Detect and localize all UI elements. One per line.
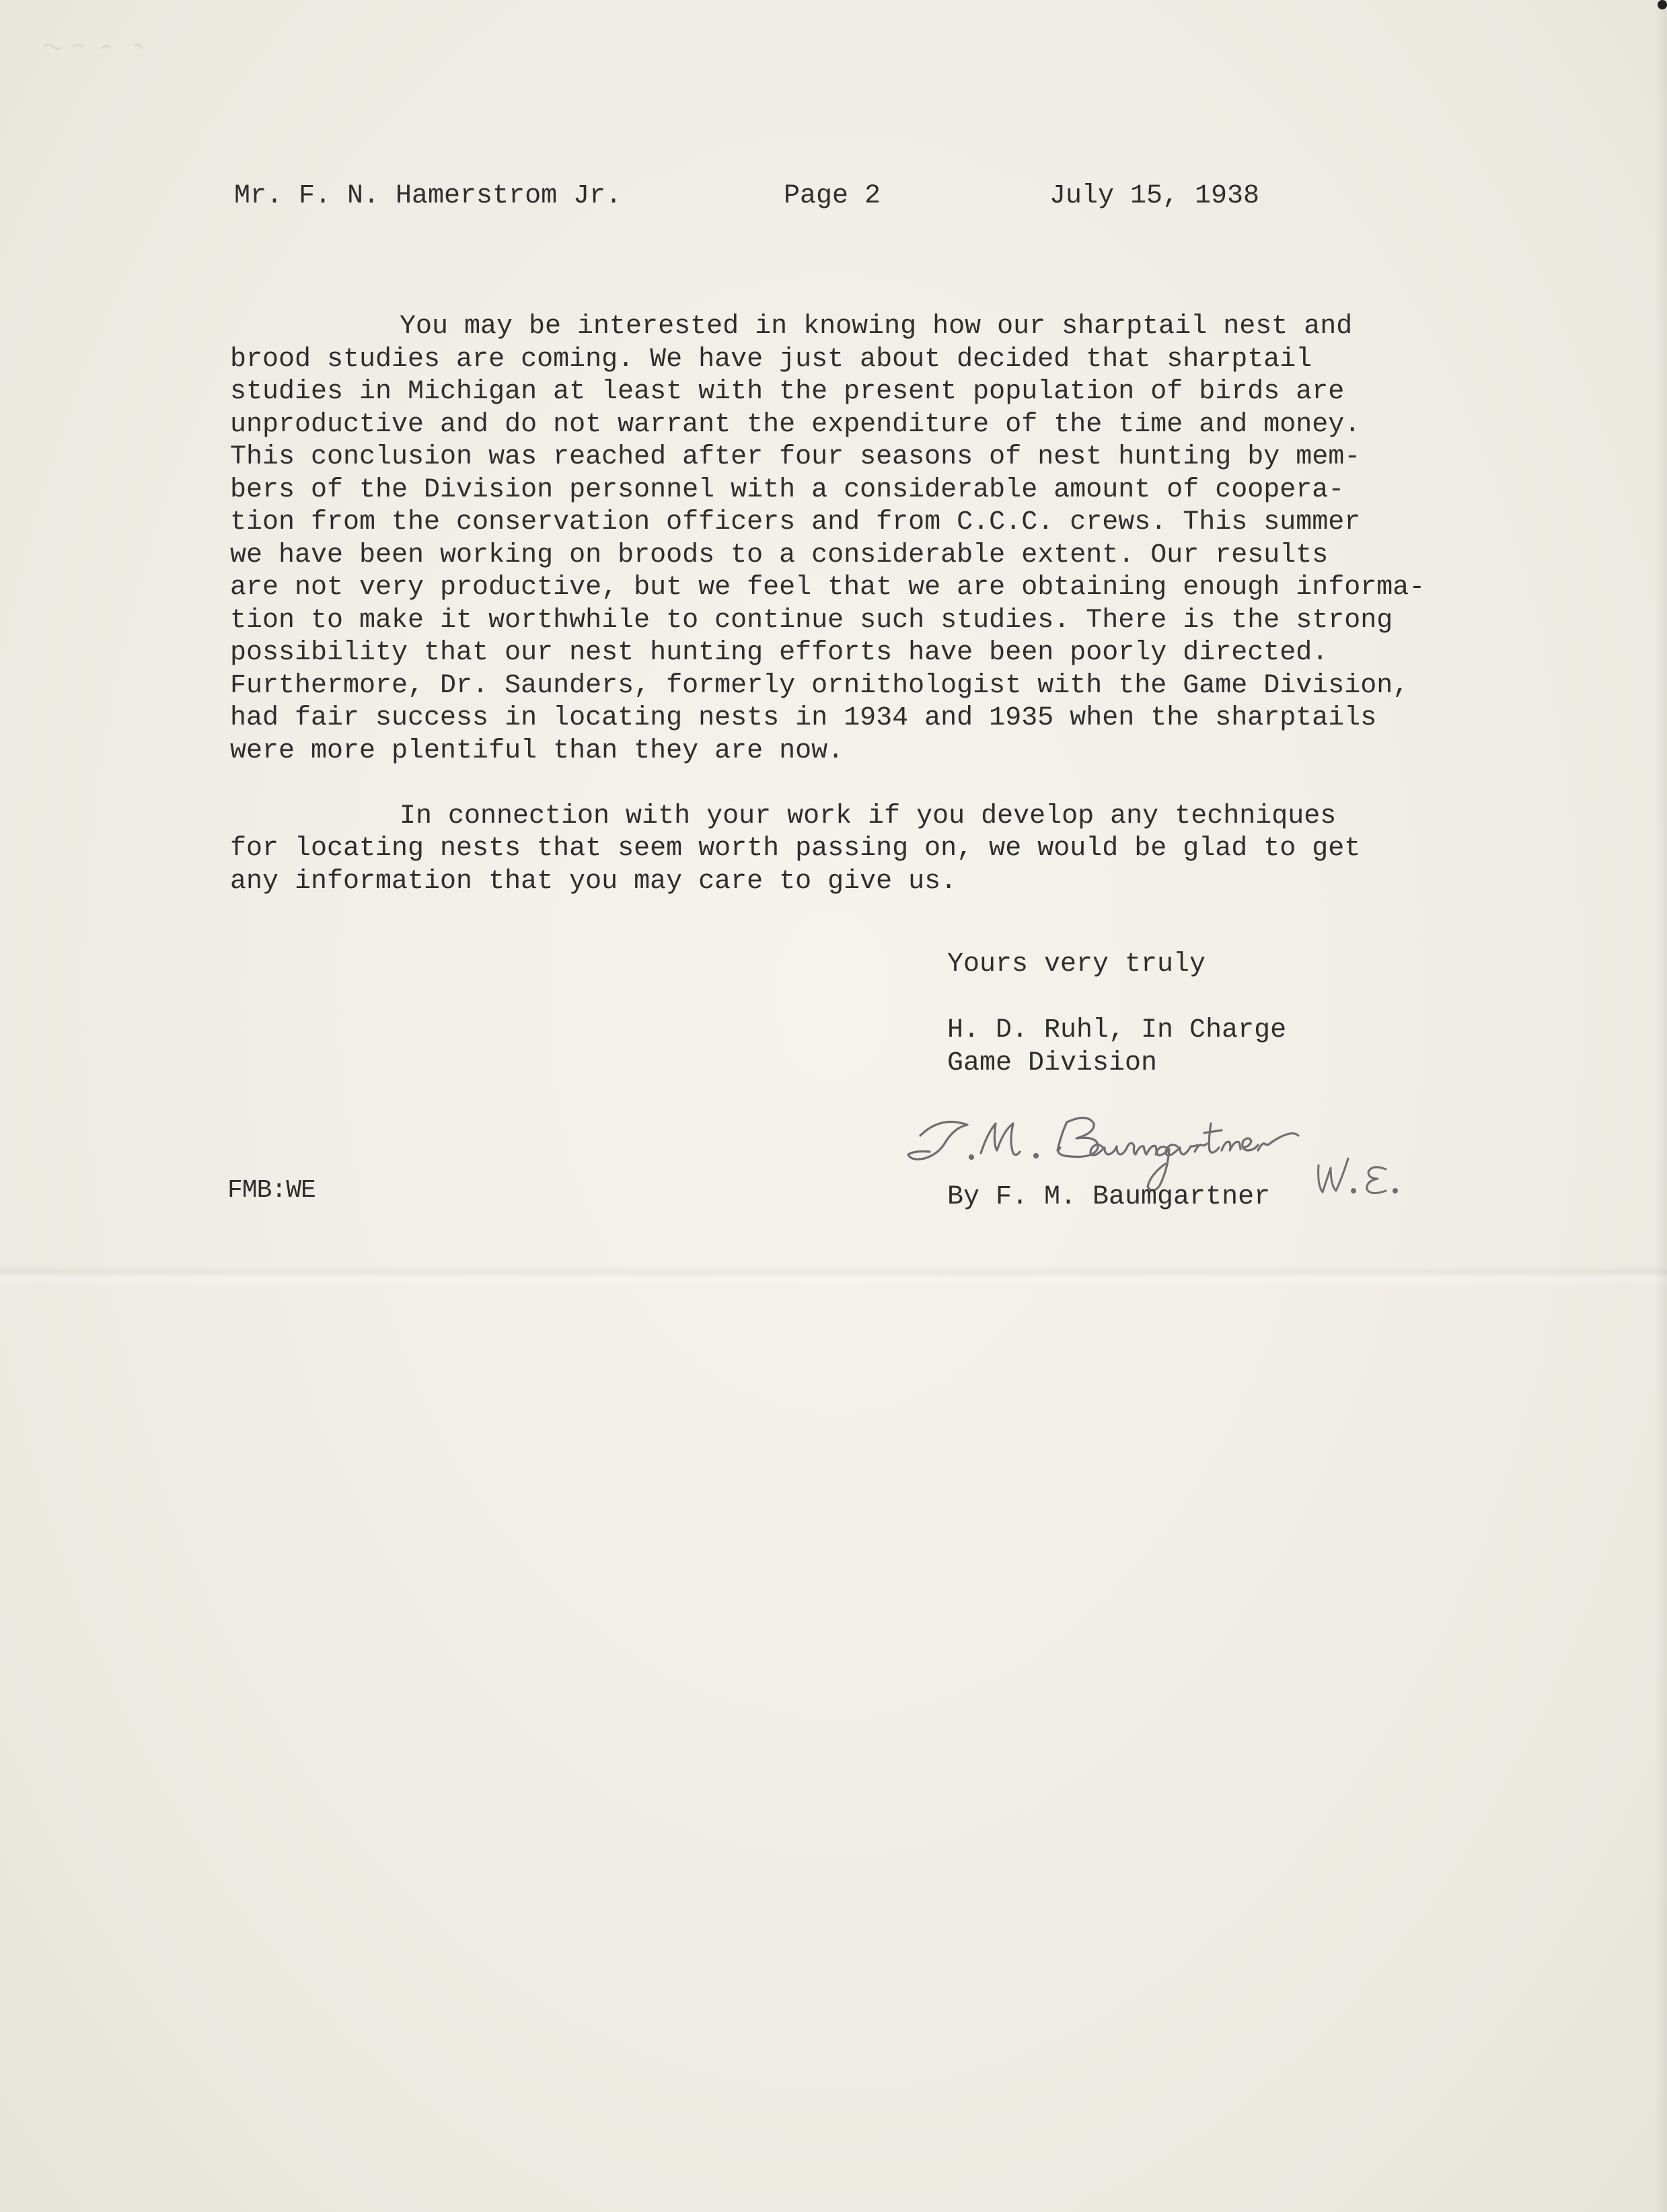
body-line: In connection with your work if you develop any techniques [400, 801, 1337, 832]
body-line: had fair success in locating nests in 1934 and 1935 when the sharptails [230, 703, 1377, 733]
paper-emboss-mark [40, 39, 155, 55]
letter-body [230, 311, 1468, 898]
body-line: we have been working on broods to a considerable extent. Our results [230, 540, 1329, 570]
body-line: brood studies are coming. We have just about decided that sharptail [230, 344, 1312, 375]
complimentary-close: Yours very truly [947, 949, 1206, 980]
body-line: tion from the conservation officers and from C.C.C. crews. This summer [230, 507, 1361, 538]
body-line: You may be interested in knowing how our sharptail nest and [400, 311, 1353, 342]
body-line: This conclusion was reached after four seasons of nest hunting by mem- [230, 442, 1361, 472]
body-line: studies in Michigan at least with the present population of birds are [230, 377, 1345, 407]
body-line: unproductive and do not warrant the expenditure of the time and money. [230, 409, 1361, 440]
body-line: Furthermore, Dr. Saunders, formerly ornithologist with the Game Division, [230, 670, 1409, 701]
signer-name: H. D. Ruhl, In Charge [947, 1015, 1287, 1045]
body-line: were more plentiful than they are now. [230, 735, 844, 766]
header-page-number: Page 2 [784, 181, 881, 211]
signer-block [947, 1015, 1286, 1080]
paragraph-gap [230, 768, 1468, 801]
body-line: are not very productive, but we feel that we are obtaining enough informa- [230, 573, 1425, 603]
body-line: for locating nests that seem worth passing on, we would be glad to get [230, 834, 1361, 864]
body-line: tion to make it worthwhile to continue such studies. There is the strong [230, 605, 1393, 636]
edge-mark [1658, 0, 1667, 9]
letter-header [0, 176, 1667, 217]
by-line: By F. M. Baumgartner [947, 1182, 1271, 1212]
header-recipient: Mr. F. N. Hamerstrom Jr. [234, 181, 622, 211]
reference-initials: FMB:WE [227, 1176, 316, 1205]
header-date: July 15, 1938 [1049, 181, 1260, 211]
body-line: possibility that our nest hunting efforts have been poorly directed. [230, 638, 1329, 668]
signer-division: Game Division [947, 1047, 1158, 1078]
body-line: bers of the Division personnel with a considerable amount of coopera- [230, 474, 1345, 505]
body-line: any information that you may care to give us. [230, 866, 957, 897]
